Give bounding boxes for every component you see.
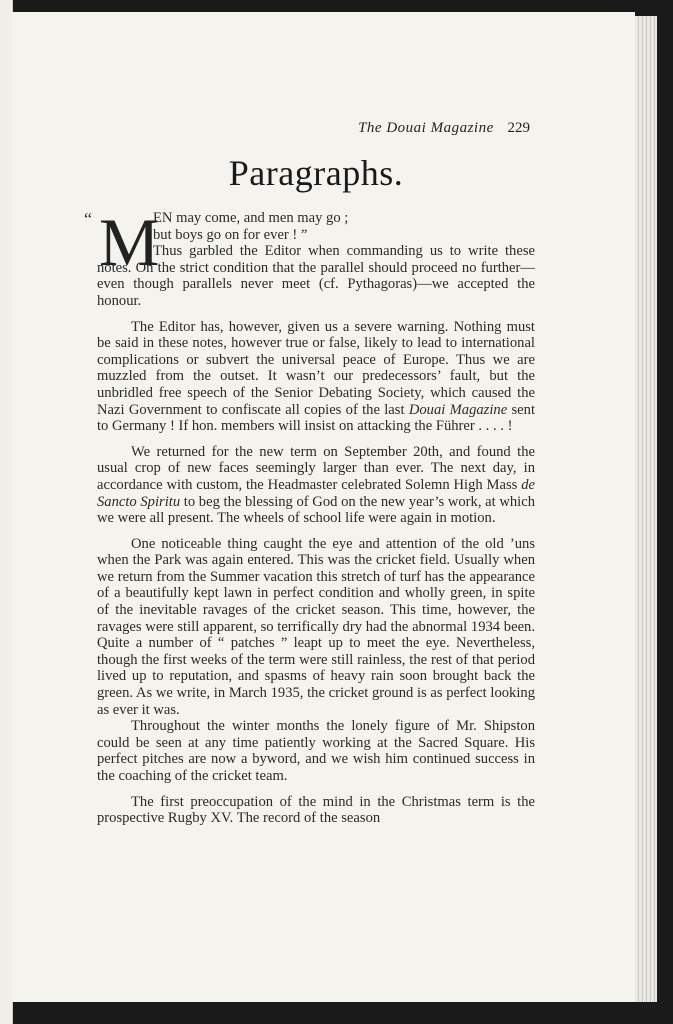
paragraph-text: The Editor has, however, given us a severe warning. Nothing must be said in these notes, however true or false, likely to lead to international complications or subvert the universal peace of Europe. Thus we are muzzled from the outset. It wasn’t our predecessors’ fault, but the unbridled free speech of the Senior Debating Society, which caused the Nazi Government to confiscate all copies of the last bbox=[97, 318, 535, 418]
drop-cap: M bbox=[99, 204, 160, 280]
paragraph-cricket-field: One noticeable thing caught the eye and attention of the old ’uns when the Park was again entered. This was the cricket field. Usually when we return from the Summer vacation this stretch of turf has the appearance of a beautifully kept lawn in perfect condition and wholly green, in spite of the inevitable ravages of the cricket season. This time, however, the ravages were still apparent, so terrifically dry had the abnormal 1934 been. Quite a number of “ patches ” leapt up to meet the eye. Nevertheless, though the first weeks of the term were still rainless, the rest of that period lived up to reputation, and spasms of heavy rain soon brought back the green. As we write, in March 1935, the cricket ground is as perfect looking as ever it was. bbox=[97, 535, 535, 718]
italic-phrase: de Sancto Spiritu bbox=[97, 476, 535, 510]
paragraph-text: We returned for the new term on September 20th, and found the usual crop of new faces seemingly larger than ever. The next day, in accordance with custom, the Headmaster celebrated Solemn High Mass bbox=[97, 443, 535, 493]
paragraph-text: to beg the blessing of God on the new year’s work, at which we were all present. The wheels of school life were again in motion. bbox=[97, 493, 535, 527]
page-number: 229 bbox=[507, 120, 530, 136]
opening-quote-mark: “ bbox=[84, 209, 92, 229]
paragraph-new-term bbox=[97, 444, 535, 527]
verse-line-2: but boys go on for ever ! ” bbox=[153, 226, 308, 243]
opening-paragraph-text bbox=[97, 243, 535, 309]
paragraph-editor-warning bbox=[97, 319, 535, 435]
running-head-title: The Douai Magazine bbox=[358, 120, 494, 136]
page-stack-edges bbox=[635, 16, 657, 1002]
article-body bbox=[84, 204, 535, 827]
paragraph-groundsman: Throughout the winter months the lonely figure of Mr. Shipston could be seen at any time patiently working at the Sacred Square. His perfect pitches are now a byword, and we wish him continued success in the coaching of the cricket team. bbox=[97, 718, 535, 784]
running-head bbox=[358, 120, 530, 137]
verse-line-1: EN may come, and men may go ; bbox=[153, 210, 349, 226]
opening-paragraph-body: Thus garbled the Editor when commanding us to write these notes. On the strict condition that the parallel should proceed no further—even though parallels never meet (cf. Pythagoras)—we accepted the honour. bbox=[97, 243, 535, 309]
paragraph-rugby: The first preoccupation of the mind in the Christmas term is the prospective Rugby XV. The record of the season bbox=[97, 793, 535, 827]
article-title: Paragraphs. bbox=[228, 153, 404, 193]
italic-title: Douai Magazine bbox=[408, 401, 508, 418]
paragraph-text: sent to Germany ! If hon. members will insist on attacking the Führer . . . . ! bbox=[97, 401, 535, 435]
